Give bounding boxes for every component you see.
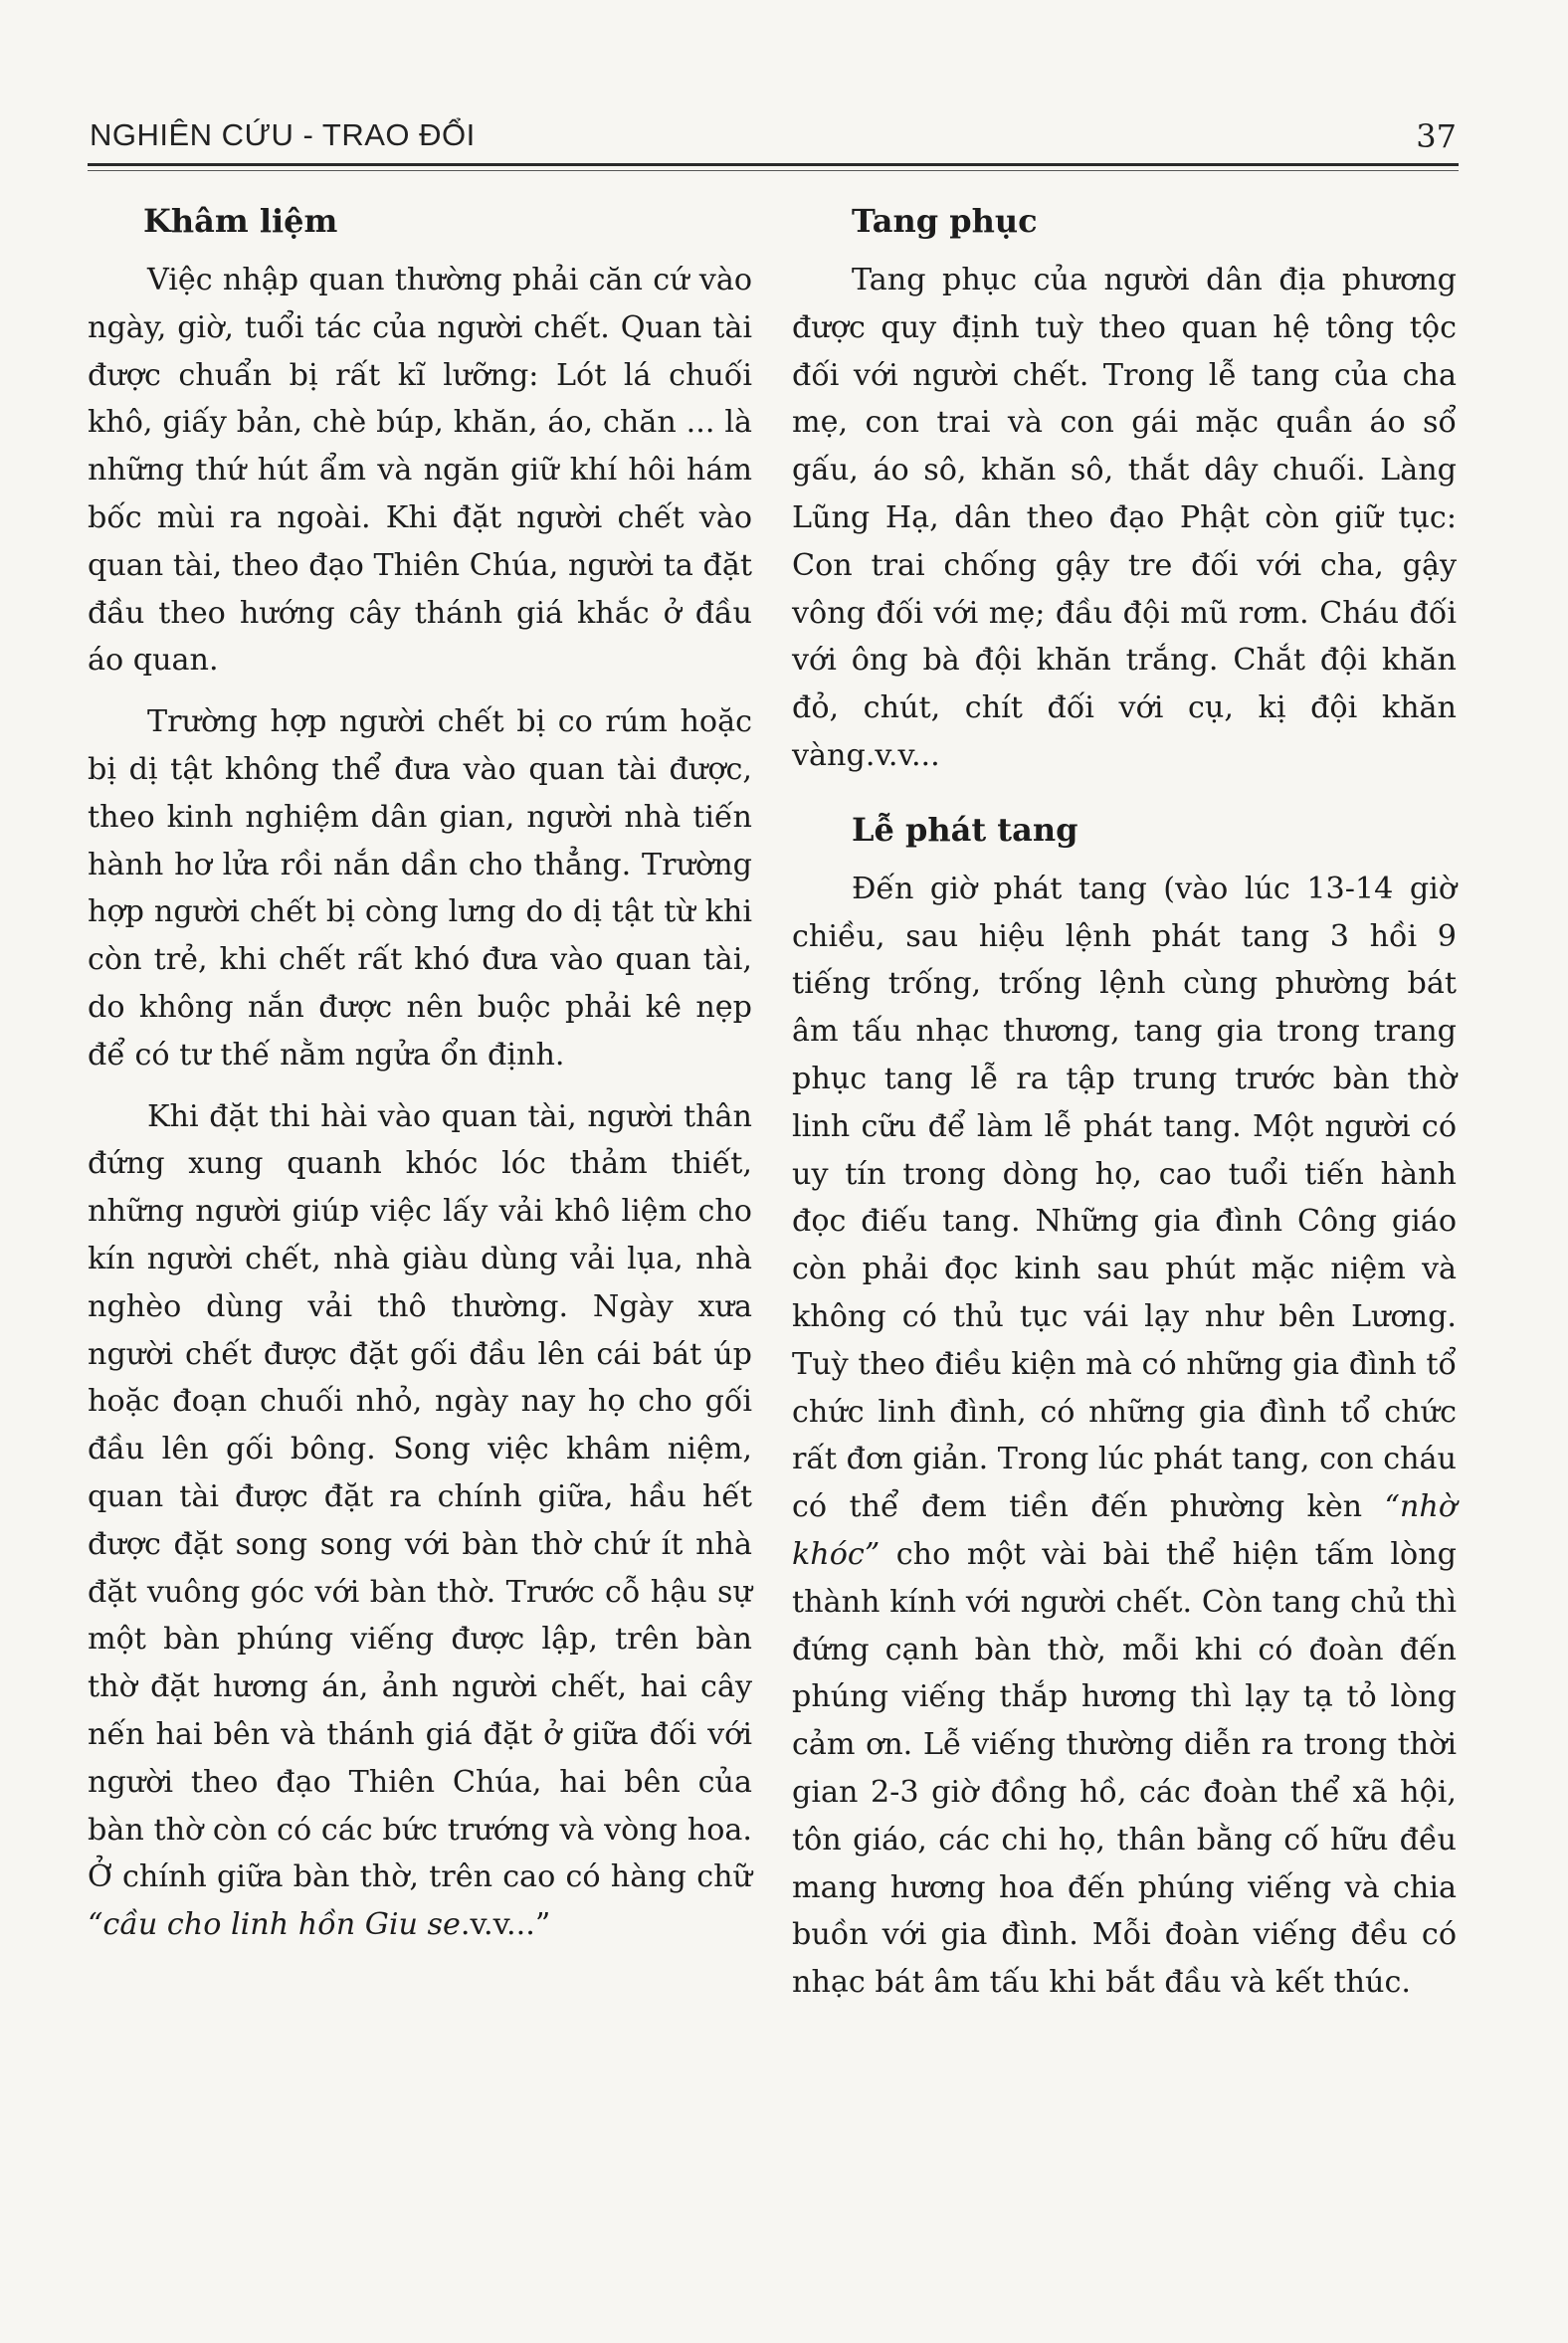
heading-kham-liem: Khâm liệm — [143, 202, 338, 240]
paragraph-text-end: cho một vài bài thể hiện tấm lòng thành kính với người chết. Còn tang chủ thì đứng cạnh bàn thờ, mỗi khi có đoàn đến phúng viếng thắp hương thì lạy tạ tỏ lòng cảm ơn. Lễ viếng thường diễn ra trong thời gian 2-3 giờ đồng hồ, các đoàn thể xã hội, tôn giáo, các chi họ, thân bằng cố hữu đều mang hương hoa đến phúng viếng và chia buồn với gia đình. Mỗi đoàn viếng đều có nhạc bát âm tấu khi bắt đầu và kết thúc. — [792, 1536, 1457, 2001]
paragraph: Việc nhập quan thường phải căn cứ vào ngày, giờ, tuổi tác của người chết. Quan tài được chuẩn bị rất kĩ lưỡng: Lót lá chuối khô, giấy bản, chè búp, khăn, áo, chăn ... là những thứ hút ẩm và ngăn giữ khí hôi hám bốc mùi ra ngoài. Khi đặt người chết vào quan tài, theo đạo Thiên Chúa, người ta đặt đầu theo hướng cây thánh giá khắc ở đầu áo quan. — [88, 263, 752, 679]
paragraph: Tang phục của người dân địa phương được quy định tuỳ theo quan hệ tông tộc đối với người chết. Trong lễ tang của cha mẹ, con trai và con gái mặc quần áo sổ gấu, áo sô, khăn sô, thắt dây chuối. Làng Lũng Hạ, dân theo đạo Phật còn giữ tục: Con trai chống gậy tre đối với cha, gậy vông đối với mẹ; đầu đội mũ rơm. Cháu đối với ông bà đội khăn trắng. Chắt đội khăn đỏ, chút, chít đối với cụ, kị đội khăn vàng.v.v... — [792, 263, 1457, 773]
left-column — [88, 197, 752, 1963]
heading-tang-phuc: Tang phục — [852, 202, 1038, 240]
paragraph — [88, 1093, 752, 1949]
paragraph-text-end: .v.v...” — [460, 1907, 551, 1943]
paragraph-text: Khi đặt thi hài vào quan tài, người thân đứng xung quanh khóc lóc thảm thiết, những người giúp việc lấy vải khô liệm cho kín người chết, nhà giàu dùng vải lụa, nhà nghèo dùng vải thô thường. Ngày xưa người chết được đặt gối đầu lên cái bát úp hoặc đoạn chuối nhỏ, ngày nay họ cho gối đầu lên gối bông. Song việc khâm niệm, quan tài được đặt ra chính giữa, hầu hết được đặt song song với bàn thờ chứ ít nhà đặt vuông góc với bàn thờ. Trước cỗ hậu sự một bàn phúng viếng được lập, trên bàn thờ đặt hương án, ảnh người chết, hai cây nến hai bên và thánh giá đặt ở giữa đối với người theo đạo Thiên Chúa, hai bên của bàn thờ còn có các bức trướng và vòng hoa. Ở chính giữa bàn thờ, trên cao có hàng chữ — [88, 1098, 752, 1895]
page-number: 37 — [1416, 117, 1457, 155]
header-rule-thick — [88, 163, 1459, 166]
section-title: NGHIÊN CỨU - TRAO ĐỔI — [90, 117, 476, 152]
paragraph — [792, 866, 1457, 2007]
header-rule-thin — [88, 170, 1459, 171]
quoted-term: “nhờ khóc” — [792, 1489, 1457, 1572]
page-header — [90, 117, 1457, 157]
paragraph-text: Đến giờ phát tang (vào lúc 13-14 giờ chiều, sau hiệu lệnh phát tang 3 hồi 9 tiếng trống, trống lệnh cùng phường bát âm tấu nhạc thương, tang gia trong trang phục tang lễ ra tập trung trước bàn thờ linh cữu để làm lễ phát tang. Một người có uy tín trong dòng họ, cao tuổi tiến hành đọc điếu tang. Những gia đình Công giáo còn phải đọc kinh sau phút mặc niệm và không có thủ tục vái lạy như bên Lương. Tuỳ theo điều kiện mà có những gia đình tổ chức linh đình, có những gia đình tổ chức rất đơn giản. Trong lúc phát tang, con cháu có thể đem tiền đến phường kèn — [792, 871, 1457, 1525]
quoted-inscription: “cầu cho linh hồn Giu se — [88, 1907, 461, 1943]
right-column — [792, 197, 1457, 2021]
heading-le-phat-tang: Lễ phát tang — [852, 810, 1078, 849]
paragraph: Trường hợp người chết bị co rúm hoặc bị dị tật không thể đưa vào quan tài được, theo kinh nghiệm dân gian, người nhà tiến hành hơ lửa rồi nắn dần cho thẳng. Trường hợp người chết bị còng lưng do dị tật từ khi còn trẻ, khi chết rất khó đưa vào quan tài, do không nắn được nên buộc phải kê nẹp để có tư thế nằm ngửa ổn định. — [88, 704, 752, 1073]
